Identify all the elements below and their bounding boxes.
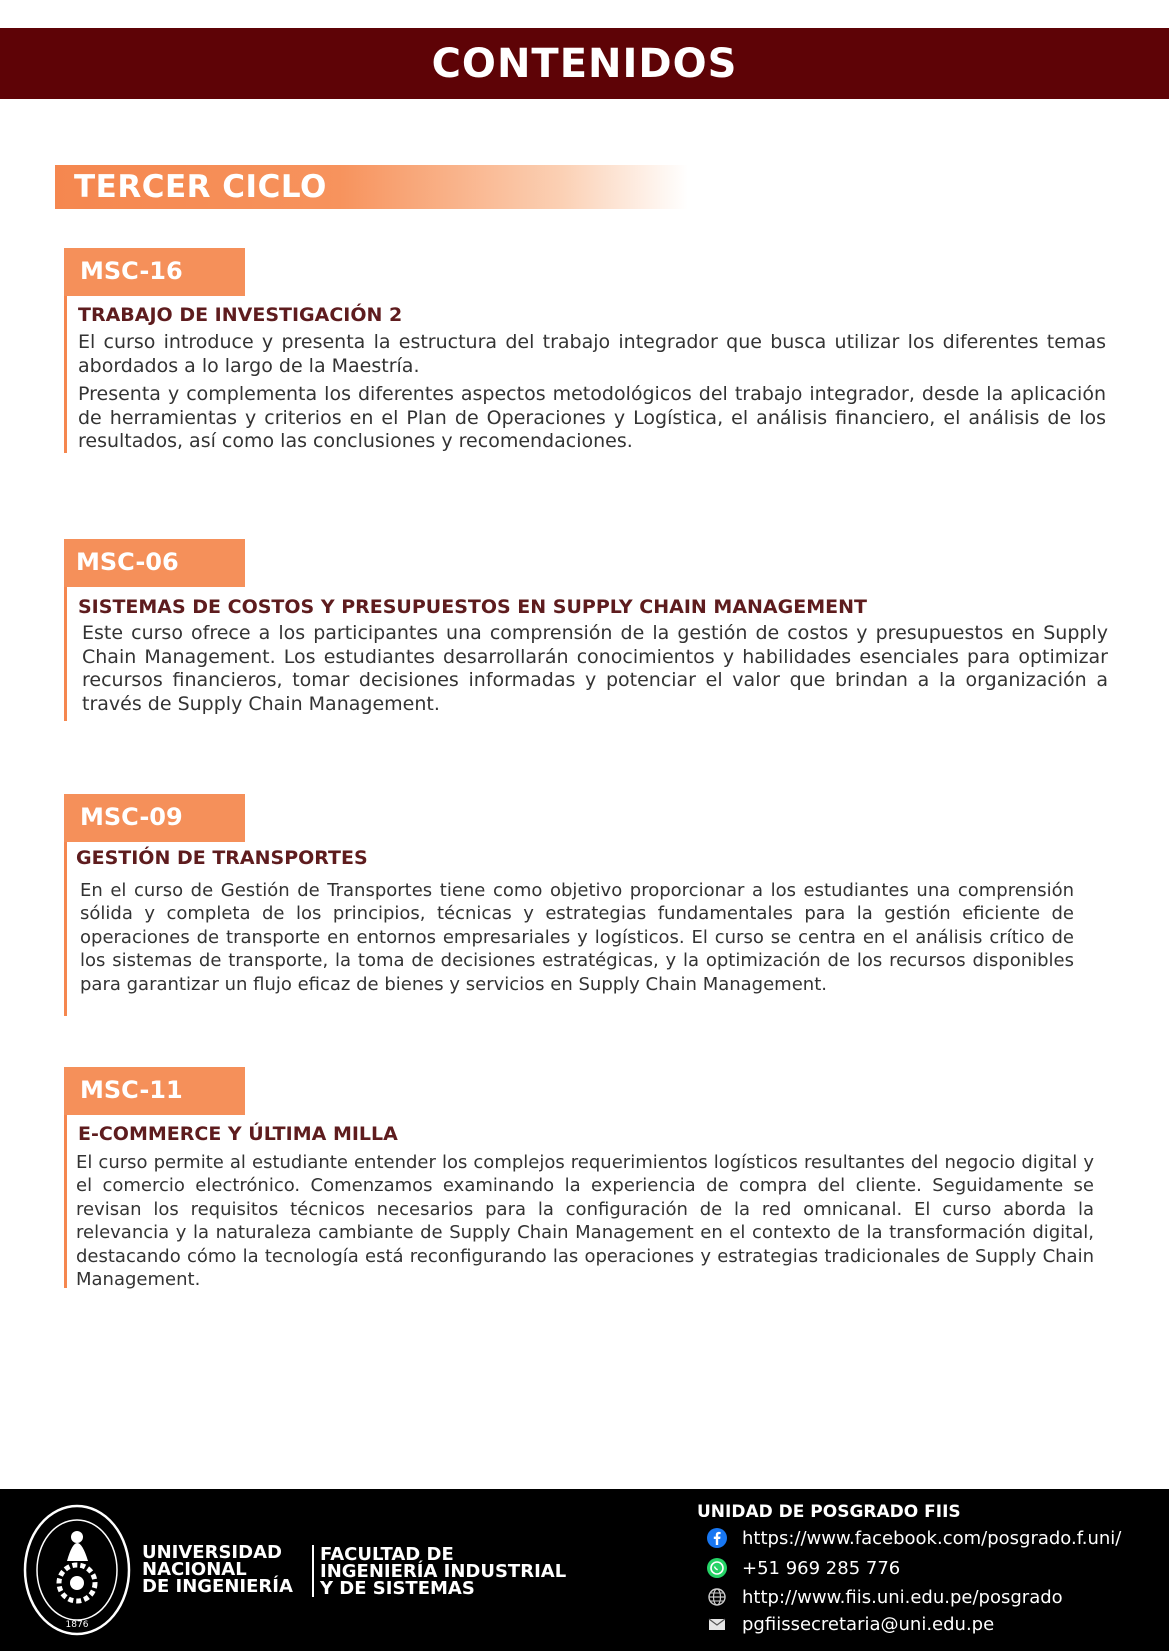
contact-whatsapp[interactable]: [706, 1557, 900, 1579]
facebook-icon: [706, 1527, 728, 1549]
course-description: [78, 331, 1106, 459]
course-description: [80, 879, 1074, 1001]
course-paragraph: Este curso ofrece a los participantes una comprensión de la gestión de costos y presupuestos en Supply Chain Management. Los estudiantes desarrollarán conocimientos y habilidades esenciales para optimizar recursos financieros, tomar decisiones informadas y potenciar el valor que brindan a la organización a través de Supply Chain Management.: [82, 622, 1108, 715]
course-code: MSC-16: [80, 257, 183, 285]
course-code-tab: [64, 794, 245, 842]
page-title: CONTENIDOS: [431, 40, 738, 87]
course-code-tab: [64, 248, 245, 296]
course-block: [64, 539, 1114, 721]
contact-title: UNIDAD DE POSGRADO FIIS: [697, 1502, 961, 1522]
course-code: MSC-09: [80, 803, 183, 831]
cycle-banner: [55, 165, 688, 209]
course-code: MSC-06: [76, 548, 179, 576]
course-paragraph: El curso introduce y presenta la estructura del trabajo integrador que busca utilizar los diferentes temas abordados a lo largo de la Maestría.: [78, 331, 1106, 377]
course-code: MSC-11: [80, 1076, 183, 1104]
course-block: [64, 1067, 1114, 1291]
faculty-name: FACULTAD DE INGENIERÍA INDUSTRIAL Y DE SISTEMAS: [320, 1544, 567, 1599]
university-seal-logo: [22, 1503, 132, 1637]
svg-text:1876: 1876: [65, 1620, 89, 1630]
course-block: [64, 248, 1114, 453]
course-description: [82, 622, 1108, 721]
footer: [0, 1489, 1169, 1651]
course-paragraph: El curso permite al estudiante entender los complejos requerimientos logísticos resultantes del negocio digital y el comercio electrónico. Comenzamos examinando la experiencia de compra del cliente. Seguidamente se revisan los requisitos técnicos necesarios para la configuración de la red omnicanal. El curso aborda la relevancia y la naturaleza cambiante de Supply Chain Management en el contexto de la transformación digital, destacando cómo la tecnología está reconfigurando las operaciones y estrategias tradicionales de Supply Chain Management.: [76, 1152, 1094, 1291]
contact-website[interactable]: [706, 1586, 1063, 1608]
university-name: UNIVERSIDAD NACIONAL DE INGENIERÍA: [142, 1542, 293, 1597]
course-description: [76, 1151, 1094, 1296]
phone-number[interactable]: +51 969 285 776: [742, 1557, 901, 1579]
course-title: SISTEMAS DE COSTOS Y PRESUPUESTOS EN SUPPLY CHAIN MANAGEMENT: [78, 596, 867, 618]
mail-icon: [706, 1613, 728, 1635]
email-link[interactable]: pgfiissecretaria@uni.edu.pe: [742, 1613, 995, 1635]
course-code-tab: [64, 1067, 245, 1115]
header-bar: [0, 28, 1169, 99]
footer-divider: [312, 1545, 314, 1597]
contact-email[interactable]: [706, 1613, 994, 1635]
course-code-tab: [64, 539, 245, 587]
contact-facebook[interactable]: [706, 1527, 1121, 1549]
globe-icon: [706, 1586, 728, 1608]
whatsapp-icon: [706, 1557, 728, 1579]
course-title: E-COMMERCE Y ÚLTIMA MILLA: [78, 1123, 398, 1145]
website-link[interactable]: http://www.fiis.uni.edu.pe/posgrado: [742, 1586, 1063, 1608]
course-title: TRABAJO DE INVESTIGACIÓN 2: [78, 304, 403, 326]
cycle-title: TERCER CICLO: [74, 169, 327, 205]
course-paragraph: En el curso de Gestión de Transportes tiene como objetivo proporcionar a los estudiantes una comprensión sólida y completa de los principios, técnicas y estrategias fundamentales para la gestión eficiente de operaciones de transporte en entornos empresariales y logísticos. El curso se centra en el análisis crítico de los sistemas de transporte, la toma de decisiones estratégicas, y la optimización de los recursos disponibles para garantizar un flujo eficaz de bienes y servicios en Supply Chain Management.: [80, 880, 1074, 995]
course-paragraph: Presenta y complementa los diferentes aspectos metodológicos del trabajo integrador, desde la aplicación de herramientas y criterios en el Plan de Operaciones y Logística, el análisis financiero, el análisis de los resultados, así como las conclusiones y recomendaciones.: [78, 383, 1106, 452]
course-title: GESTIÓN DE TRANSPORTES: [76, 847, 368, 869]
course-block: [64, 794, 1114, 1016]
facebook-link[interactable]: https://www.facebook.com/posgrado.f.uni/: [742, 1527, 1122, 1549]
